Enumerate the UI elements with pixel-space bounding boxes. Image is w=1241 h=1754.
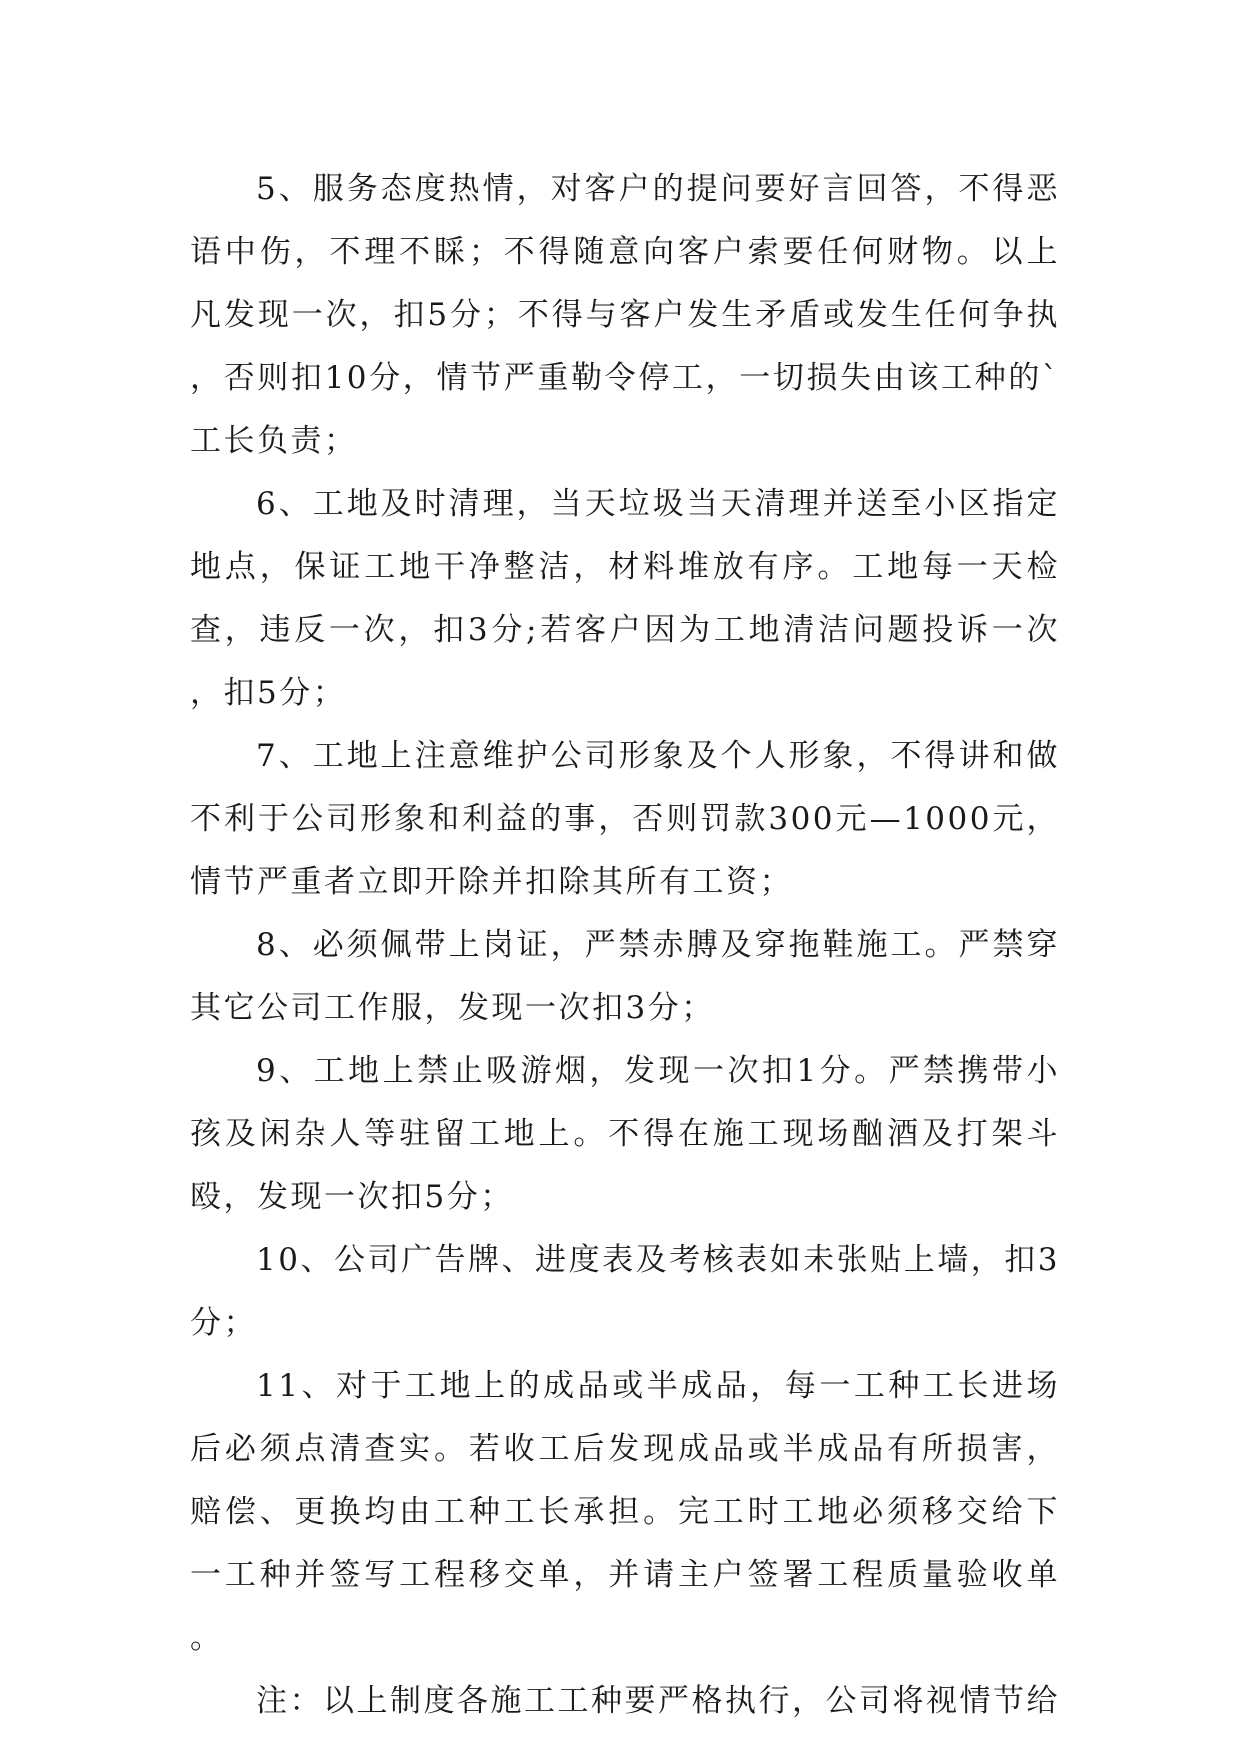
note-paragraph: 注：以上制度各施工工种要严格执行，公司将视情节给 <box>256 1683 1060 1719</box>
document-body <box>190 158 1060 1733</box>
rule-item-9: 9、工地上禁止吸游烟，发现一次扣1分。严禁携带小孩及闲杂人等驻留工地上。不得在施工现场酗酒及打架斗殴，发现一次扣5分； <box>190 1053 1060 1215</box>
rule-item-10: 10、公司广告牌、进度表及考核表如未张贴上墙，扣3分； <box>190 1242 1060 1341</box>
rule-item-5: 5、服务态度热情，对客户的提问要好言回答，不得恶语中伤，不理不睬；不得随意向客户索要任何财物。以上凡发现一次，扣5分；不得与客户发生矛盾或发生任何争执，否则扣10分，情节严重勒令停工，一切损失由该工种的`工长负责； <box>190 171 1060 459</box>
rule-item-8: 8、必须佩带上岗证，严禁赤膊及穿拖鞋施工。严禁穿其它公司工作服，发现一次扣3分； <box>190 927 1060 1026</box>
rule-item-11: 11、对于工地上的成品或半成品，每一工种工长进场后必须点清查实。若收工后发现成品或半成品有所损害，赔偿、更换均由工种工长承担。完工时工地必须移交给下一工种并签写工程移交单，并请主户签署工程质量验收单。 <box>190 1368 1060 1656</box>
rule-item-6: 6、工地及时清理，当天垃圾当天清理并送至小区指定地点，保证工地干净整洁，材料堆放有序。工地每一天检查，违反一次，扣3分;若客户因为工地清洁问题投诉一次，扣5分； <box>190 486 1060 711</box>
rule-item-7: 7、工地上注意维护公司形象及个人形象，不得讲和做不利于公司形象和利益的事，否则罚款300元—1000元，情节严重者立即开除并扣除其所有工资； <box>190 738 1060 900</box>
